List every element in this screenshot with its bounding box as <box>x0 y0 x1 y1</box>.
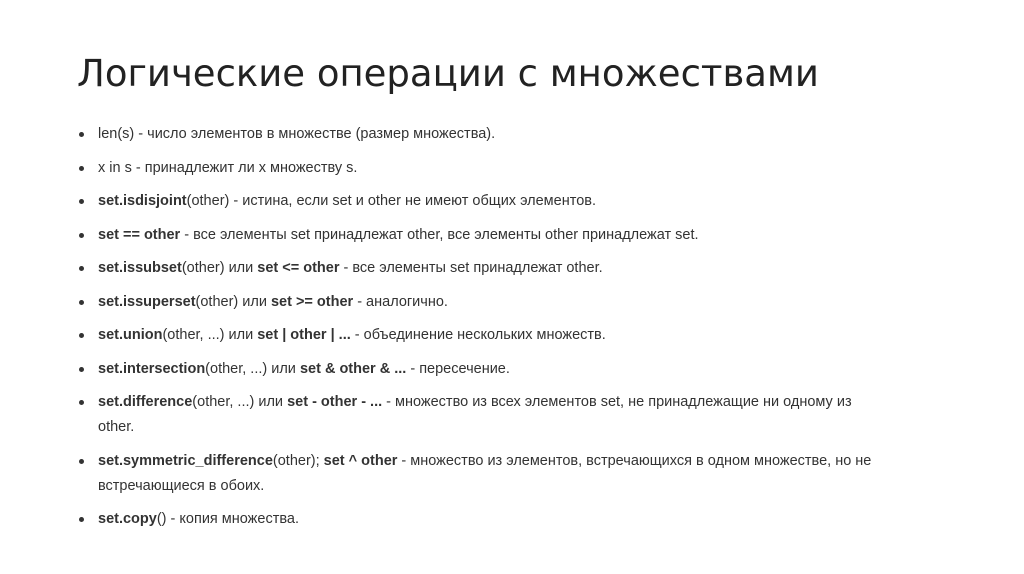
list-item <box>79 290 879 315</box>
list-item <box>79 223 879 248</box>
code-term: set.difference <box>98 394 193 410</box>
bullet-dot-icon <box>79 132 84 137</box>
list-item <box>79 156 879 181</box>
code-term: set <= other <box>257 260 340 276</box>
description-text: - все элементы set принадлежат other. <box>339 260 603 276</box>
code-term: set.symmetric_difference <box>98 452 273 469</box>
list-item <box>79 323 879 348</box>
description-text: (other, ...) или <box>162 327 258 343</box>
bullet-dot-icon <box>79 300 84 305</box>
code-term: set >= other <box>270 293 354 310</box>
code-term: set - other - ... <box>287 394 383 410</box>
description-text: (other) или <box>195 293 271 310</box>
code-term: set.copy <box>98 511 157 527</box>
description-text: (other, ...) или <box>205 360 300 377</box>
bullet-dot-icon <box>79 233 84 238</box>
description-text: - копия множества. <box>166 511 299 527</box>
description-text: - истина, если set и other не имеют общих элементов. <box>229 193 597 209</box>
list-item <box>79 122 879 147</box>
list-item <box>79 256 879 281</box>
bullet-dot-icon <box>79 517 84 522</box>
description-text: - пересечение. <box>406 360 510 377</box>
bullet-dot-icon <box>79 400 84 405</box>
code-term: set.intersection <box>98 360 206 377</box>
code-term: set | other | ... <box>257 327 351 343</box>
bullet-dot-icon <box>79 367 84 372</box>
description-text: (other) или <box>181 260 258 276</box>
list-item <box>79 357 879 382</box>
list-item <box>79 189 879 214</box>
description-text: - аналогично. <box>353 293 448 310</box>
description-text: (other, ...) или <box>192 394 288 410</box>
code-term: set.issubset <box>98 260 182 276</box>
bullet-dot-icon <box>79 166 84 171</box>
bullet-dot-icon <box>79 199 84 204</box>
slide-title: Логические операции с множествами <box>77 52 819 95</box>
code-term: set ^ other <box>323 452 398 469</box>
bullet-dot-icon <box>79 266 84 271</box>
description-text: (other) <box>186 193 230 209</box>
description-text: len(s) <box>98 126 135 142</box>
code-term: set == other <box>98 226 181 243</box>
description-text: - число элементов в множестве (размер множества). <box>134 126 496 142</box>
description-text: (other); <box>272 452 324 469</box>
description-text: x in s <box>98 159 132 176</box>
list-item <box>79 390 879 440</box>
bullet-list <box>79 122 879 541</box>
bullet-dot-icon <box>79 459 84 464</box>
code-term: set & other & ... <box>299 360 407 377</box>
description-text: - множество из элементов, встречающихся в одном множестве, но не встречающиеся в обоих. <box>98 452 872 494</box>
code-term: set.isdisjoint <box>98 193 187 209</box>
code-term: set.issuperset <box>98 293 196 310</box>
description-text: () <box>156 511 167 527</box>
bullet-dot-icon <box>79 333 84 338</box>
description-text: - объединение нескольких множеств. <box>350 327 606 343</box>
code-term: set.union <box>98 327 163 343</box>
description-text: - все элементы set принадлежат other, все элементы other принадлежат set. <box>180 226 699 243</box>
description-text: - множество из всех элементов set, не принадлежащие ни одному из other. <box>98 394 852 435</box>
list-item <box>79 449 879 499</box>
list-item <box>79 507 879 532</box>
description-text: - принадлежит ли x множеству s. <box>131 159 358 176</box>
